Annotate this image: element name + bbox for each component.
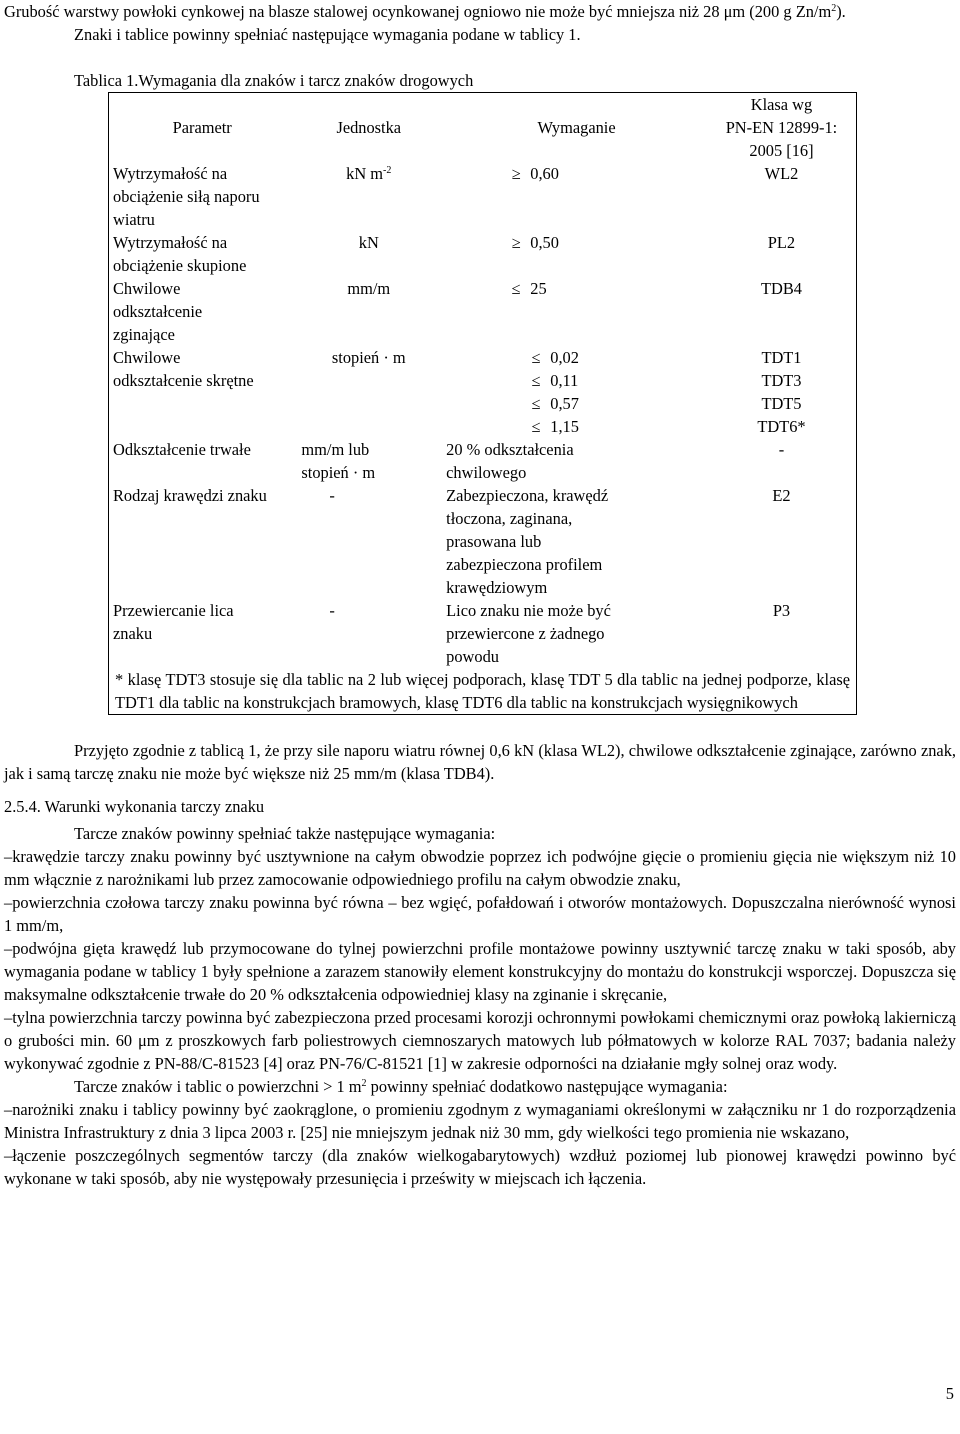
header-class-line2: PN-EN 12899-1: [725, 118, 838, 137]
torsion-value-line [526, 369, 707, 392]
row-unit [291, 162, 446, 231]
row-class [707, 346, 857, 438]
param-line: obciążenie skupione [113, 256, 247, 275]
zinc-text-end: ). [836, 2, 846, 21]
row-requirement [446, 438, 707, 484]
req-line: 20 % odkształcenia [446, 440, 574, 459]
req-line: powodu [446, 647, 499, 666]
req-value: 0,11 [550, 371, 579, 390]
unit-superscript: -2 [383, 165, 392, 176]
less-equal-icon: ≤ [531, 394, 541, 413]
less-equal-icon: ≤ [511, 279, 521, 298]
class-value: TDT1 [761, 348, 802, 367]
p3-text: Tarcze znaków i tablic o powierzchni > 1 m [74, 1077, 362, 1096]
req-value: 0,57 [550, 394, 579, 413]
param-line: odkształcenie skrętne [113, 371, 254, 390]
param-line: zginające [113, 325, 175, 344]
row-class: TDB4 [760, 279, 802, 298]
class-value: TDT3 [761, 371, 802, 390]
table-footnote-row [109, 668, 857, 715]
table-row [109, 231, 857, 277]
requirements-table [108, 92, 857, 715]
row-requirement [446, 484, 707, 599]
class-value: TDT5 [761, 394, 802, 413]
row-param [109, 346, 292, 438]
row-param: Odkształcenie trwałe [113, 440, 251, 459]
row-unit: stopień · m [331, 348, 406, 367]
class-value: TDT6* [757, 417, 806, 436]
param-line: znaku [113, 624, 153, 643]
bullet-item: –powierzchnia czołowa tarczy znaku powinna być równa – bez wgięć, pofałdowań i otworów montażowych. Dopuszczalna nierówność wynosi 1 mm/m, [4, 893, 956, 935]
req-line: przewiercone z żadnego [446, 624, 605, 643]
req-value: 0,60 [530, 164, 559, 183]
param-line: obciążenie siłą naporu [113, 187, 260, 206]
table-row [109, 438, 857, 484]
greater-equal-icon: ≥ [511, 233, 521, 252]
less-equal-icon: ≤ [531, 348, 541, 367]
body-paragraph: Przyjęto zgodnie z tablicą 1, że przy sile naporu wiatru równej 0,6 kN (klasa WL2), chwilowe odkształcenie zginające, zarówno znak, jak i samą tarczę znaku nie może być większe niż 25 mm/m (klasa TDB4). [4, 741, 956, 783]
row-unit: - [329, 486, 335, 505]
row-unit: mm/m [347, 279, 391, 298]
row-param: Rodzaj krawędzi znaku [113, 486, 267, 505]
header-unit: Jednostka [336, 118, 402, 137]
row-requirement [446, 231, 707, 277]
row-param [109, 162, 292, 231]
header-class-line1: Klasa wg [750, 95, 813, 114]
header-parameter: Parametr [172, 118, 232, 137]
param-line: wiatru [113, 210, 155, 229]
greater-equal-icon: ≥ [511, 164, 521, 183]
header-class-line3: 2005 [16] [749, 141, 814, 160]
torsion-value-line [526, 392, 707, 415]
row-unit: kN [358, 233, 379, 252]
req-line: krawędziowym [446, 578, 548, 597]
row-class: PL2 [767, 233, 796, 252]
bullet-item: –łączenie poszczególnych segmentów tarczy (dla znaków wielkogabarytowych) wzdłuż poziomej lub pionowej krawędzi powinno być wykonane w taki sposób, aby nie występowały przesunięcia i prześwity w miejscach ich łączenia. [4, 1146, 956, 1188]
less-equal-icon: ≤ [531, 371, 541, 390]
page-number: 5 [945, 1384, 954, 1403]
param-line: Chwilowe [113, 348, 181, 367]
row-class: P3 [772, 601, 791, 620]
req-line: zabezpieczona profilem [446, 555, 603, 574]
zinc-text: Grubość warstwy powłoki cynkowej na blasze stalowej ocynkowanej ogniowo nie może być mniejsza niż 28 μm (200 g Zn/m [4, 2, 832, 21]
req-line: tłoczona, zaginana, [446, 509, 573, 528]
row-class: - [778, 440, 785, 459]
bullet-item: –tylna powierzchnia tarczy powinna być zabezpieczona przed procesami korozji ochronnymi powłokami chemicznymi oraz powłoką lakierniczą o grubości min. 60 μm z proszkowych farb poliestrowych ciemnoszarych matowych lub półmatowych w kolorze RAL 7037; badania należy wykonywać zgodnie z PN-88/C-81523 [4] oraz PN-76/C-81521 [1] w zakresie odporności na działanie mgły solnej oraz wody. [4, 1008, 956, 1073]
row-param [109, 277, 292, 346]
body-paragraph: Tarcze znaków powinny spełniać także następujące wymagania: [74, 824, 496, 843]
less-equal-icon: ≤ [531, 417, 541, 436]
req-line: Lico znaku nie może być [446, 601, 611, 620]
table-row [109, 162, 857, 231]
body-paragraph [4, 1075, 956, 1098]
torsion-value-line [526, 346, 707, 369]
table-row [109, 599, 857, 668]
req-line: chwilowego [446, 463, 527, 482]
row-param [109, 599, 292, 668]
row-param [109, 231, 292, 277]
row-requirement [446, 346, 707, 438]
table-caption: Tablica 1.Wymagania dla znaków i tarcz znaków drogowych [74, 71, 474, 90]
table-row [109, 277, 857, 346]
param-line: Chwilowe [113, 279, 181, 298]
row-requirement [446, 162, 707, 231]
param-line: Przewiercanie lica [113, 601, 234, 620]
torsion-value-line [526, 415, 707, 438]
bullet-item: –krawędzie tarczy znaku powinny być usztywnione na całym obwodzie poprzez ich podwójne gięcie o promieniu gięcia nie większym niż 10 mm włącznie z narożnikami lub przez zamocowanie odpowiedniego profilu na całym obwodzie znaku, [4, 847, 956, 889]
bullet-item: –narożniki znaku i tablicy powinny być zaokrąglone, o promieniu zgodnym z wymaganiami określonymi w załączniku nr 1 do rozporządzenia Ministra Infrastruktury z dnia 3 lipca 2003 r. [25] nie mniejszym jednak niż 30 mm, gdy wielkości tego promienia nie wskazano, [4, 1100, 956, 1142]
p3-text-end: powinny spełniać dodatkowo następujące wymagania: [366, 1077, 728, 1096]
param-line: Wytrzymałość na [113, 164, 228, 183]
table-header-row [109, 93, 857, 163]
header-class [707, 93, 857, 163]
intro-sentence: Znaki i tablice powinny spełniać następujące wymagania podane w tablicy 1. [74, 25, 581, 44]
p3-superscript: 2 [361, 1078, 367, 1089]
bullet-item: –podwójna gięta krawędź lub przymocowane do tylnej powierzchni profile montażowe powinny usztywnić tarczę znaku w taki sposób, aby wymagania podane w tablicy 1 były spełnione a zarazem stanowiły element konstrukcyjny do montażu do konstrukcji wsporczej. Dopuszcza się maksymalne odkształcenie trwałe do 20 % odkształcenia odpowiedniej klasy na zginanie i skręcanie, [4, 939, 956, 1004]
param-line: Wytrzymałość na [113, 233, 228, 252]
row-class: E2 [772, 486, 791, 505]
row-requirement [446, 277, 707, 346]
row-class: WL2 [764, 164, 799, 183]
req-value: 1,15 [550, 417, 579, 436]
table-row [109, 346, 857, 438]
row-unit: - [329, 601, 335, 620]
unit-line: mm/m lub [301, 440, 370, 459]
row-unit [291, 438, 446, 484]
document-page [4, 0, 956, 1190]
row-requirement [446, 599, 707, 668]
req-line: Zabezpieczona, krawędź [446, 486, 609, 505]
param-line: odkształcenie [113, 302, 203, 321]
req-line: prasowana lub [446, 532, 542, 551]
table-row [109, 484, 857, 599]
section-heading: 2.5.4. Warunki wykonania tarczy znaku [4, 797, 265, 816]
req-value: 25 [530, 279, 547, 298]
table-footnote: * klasę TDT3 stosuje się dla tablic na 2 lub więcej podporach, klasę TDT 5 dla tablic na jednej podporze, klasę TDT1 dla tablic na konstrukcjach bramowych, klasę TDT6 dla tablic na konstrukcjach wysięgnikowych [115, 670, 850, 712]
zinc-coating-paragraph [4, 0, 956, 23]
unit-text: kN m [346, 164, 384, 183]
unit-line: stopień · m [301, 463, 376, 482]
zinc-superscript: 2 [831, 3, 837, 14]
header-requirement: Wymaganie [537, 118, 616, 137]
req-value: 0,02 [550, 348, 579, 367]
req-value: 0,50 [530, 233, 559, 252]
